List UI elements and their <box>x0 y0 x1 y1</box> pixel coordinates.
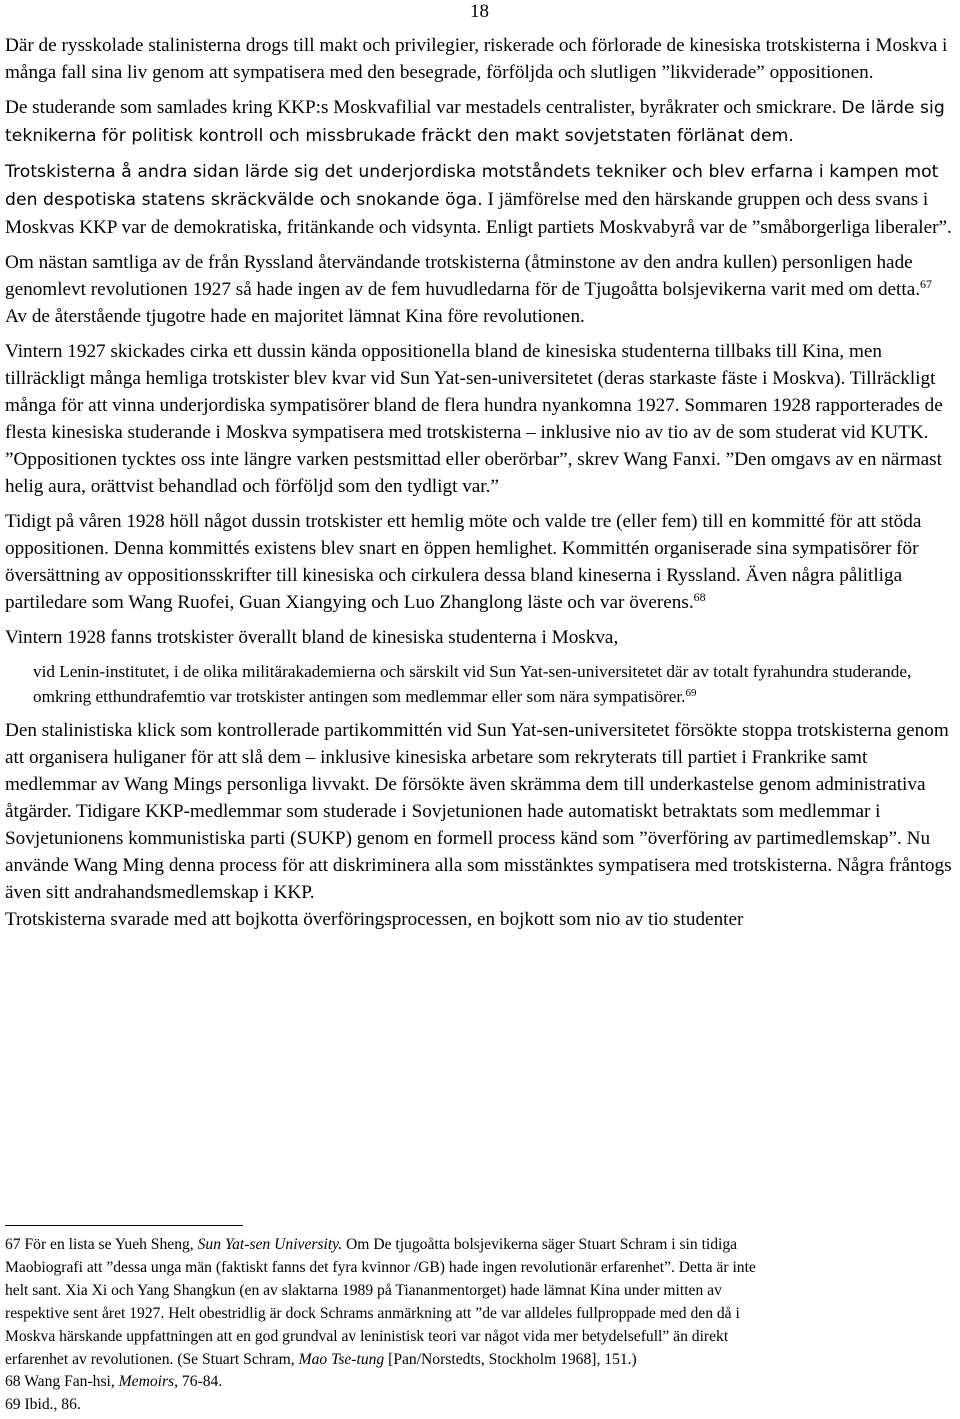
paragraph-4 <box>5 249 955 330</box>
paragraph-5-text-d: ”Oppositionen tycktes oss inte längre varken pestsmittad eller oberörbar”, skrev Wang Fanxi. ”Den omgavs av en närmast helig aura, orättvist behandlad och förföljd som den tydligt var.” <box>5 449 942 497</box>
footnote-67-line-1 <box>5 1234 960 1257</box>
paragraph-2 <box>5 94 955 150</box>
paragraph-4-text-b: Av de återstående tjugotre hade en majoritet lämnat Kina före revolutionen. <box>5 306 585 327</box>
footnote-67-line-6-text: erfarenhet av revolutionen. (Se Stuart Schram, <box>5 1350 299 1368</box>
footnote-separator <box>5 1225 243 1226</box>
footnote-68-text: 68 Wang Fan-hsi, <box>5 1373 119 1391</box>
footnote-ref-67: 67 <box>920 277 933 291</box>
paragraph-6-text-c: Även några pålitliga partiledare som Wang Ruofei, Guan Xiangying och Luo Zhanglong läste och var överens. <box>5 565 903 613</box>
footnote-67-line-4: respektive sent året 1927. Helt obestridlig är dock Schrams anmärkning att ”de var alldeles fullproppade med den då i <box>5 1304 740 1322</box>
page-number: 18 <box>470 1 489 22</box>
paragraph-8 <box>5 717 955 933</box>
footnote-67-line-6-post: [Pan/Norstedts, Stockholm 1968], 151.) <box>384 1350 637 1368</box>
paragraph-6-text-b: Denna kommittés existens blev snart en öppen hemlighet. Kommittén organiserade sina sympatisörer för översättning av oppositionsskrifter till kinesiska och cirkulera dessa bland kineserna i Ryssland. <box>5 538 919 586</box>
footnote-67-title: Sun Yat-sen University. <box>197 1236 343 1253</box>
paragraph-1-text: Där de rysskolade stalinisterna drogs till makt och privilegier, riskerade och förlorade de kinesiska trotskisterna i Moskva i många fall sina liv genom att sympatisera med den besegrade, förföljda och slutligen ”likviderade” oppositionen. <box>5 35 948 83</box>
paragraph-6 <box>5 508 955 616</box>
paragraph-7 <box>5 624 955 651</box>
footnote-68-title: Memoirs <box>118 1373 175 1391</box>
footnote-67-text: 67 För en lista se Yueh Sheng, <box>5 1236 198 1253</box>
block-quote-text: vid Lenin-institutet, i de olika militärakademierna och särskilt vid Sun Yat-sen-universitetet där av totalt fyrahundra studerande, omkring etthundrafemtio var trotskister antingen som medlemmar eller som nära sympatisörer. <box>33 662 912 706</box>
footnotes <box>5 1234 960 1417</box>
footnote-67-line-3: helt sant. Xia Xi och Yang Shangkun (en av slaktarna 1989 på Tiananmentorget) hade lämnat Kina under mitten av <box>5 1281 722 1299</box>
footnote-68-post: , 76-84. <box>174 1373 223 1391</box>
paragraph-3 <box>5 158 955 241</box>
footnote-ref-68: 68 <box>693 590 706 604</box>
paragraph-7-text: Vintern 1928 fanns trotskister överallt bland de kinesiska studenterna i Moskva, <box>5 627 619 648</box>
paragraph-3-text-b: I jämförelse med den härskande gruppen och dess svans i Moskvas KKP var de demokratiska, fritänkande och vidsynta. Enligt partiets Moskvabyrå var de ”småborgerliga liberaler”. <box>5 189 952 238</box>
footnote-67-text-post: Om De tjugoåtta bolsjevikerna säger Stuart Schram i sin tidiga <box>342 1236 738 1253</box>
paragraph-5-text-b: Tillräckligt många för att vinna underjordiska sympatisörer bland de flera hundra nyankomna 1927. <box>5 368 936 416</box>
paragraph-3-text-a: Trotskisterna å andra sidan lärde sig det underjordiska motståndets tekniker och blev erfarna i kampen mot den despotiska statens skräckvälde och snokande öga. <box>5 162 939 210</box>
paragraph-8-text-b: De försökte även skrämma dem till underkastelse genom administrativa åtgärder. Tidigare KKP-medlemmar som studerade i Sovjetunionen hade automatiskt betraktats som medlemmar i Sovjetunionens kommunistiska parti (SUKP) genom en formell process känd som ”överföring av partimedlemskap”. Nu använde Wang Ming denna process för att diskriminera alla som misstänktes sympatisera med trotskisterna. Några fråntogs även sitt andrahandsmedlemskap i KKP. <box>5 774 952 903</box>
paragraph-8-text-c: Trotskisterna svarade med att bojkotta överföringsprocessen, en bojkott som nio av tio studenter <box>5 909 744 930</box>
paragraph-5-text-c: Sommaren 1928 rapporterades de flesta kinesiska studerande i Moskva sympatisera med trotskisterna – inklusive nio av tio av de som studerat vid KUTK. <box>5 395 943 443</box>
footnote-67-line-6-title: Mao Tse-tung <box>298 1350 385 1368</box>
paragraph-8-text-a: Den stalinistiska klick som kontrollerade partikommittén vid Sun Yat-sen-universitetet försökte stoppa trotskisterna genom att organisera huliganer för att slå dem – inklusive kinesiska arbetare som rekryterats till partiet i Frankrike samt medlemmar av Wang Mings personliga livvakt. <box>5 720 949 795</box>
paragraph-2-text-a: De studerande som samlades kring KKP:s Moskvafilial var mestadels centralister, byråkrater och smickrare. <box>5 97 837 118</box>
footnote-67-line-6 <box>5 1349 960 1372</box>
footnote-68 <box>5 1371 960 1394</box>
paragraph-5-text-a: Vintern 1927 skickades cirka ett dussin kända oppositionella bland de kinesiska studenterna tillbaks till Kina, men tillräckligt många hemliga trotskister blev kvar vid Sun Yat-sen-universitetet (deras starkaste fäste i Moskva). <box>5 341 883 389</box>
footnote-69: 69 Ibid., 86. <box>5 1396 81 1414</box>
paragraph-1 <box>5 32 955 86</box>
paragraph-6-text-a: Tidigt på våren 1928 höll något dussin trotskister ett hemlig möte och valde tre (eller fem) till en kommitté för att stöda oppositionen. <box>5 511 922 559</box>
footnote-67-line-2: Maobiografi att ”dessa unga män (faktiskt fanns det fyra kvinnor /GB) hade ingen revolutionär erfarenhet”. Detta är inte <box>5 1258 756 1276</box>
footnote-67-line-5: Moskva härskande uppfattningen att en god grundval av leninistisk teori var något vida mer betydelsefull” än direkt <box>5 1327 729 1345</box>
footnote-ref-69: 69 <box>685 687 697 699</box>
paragraph-5 <box>5 338 955 500</box>
main-text <box>5 32 955 941</box>
block-quote <box>33 659 955 709</box>
paragraph-2-text-b: De lärde sig teknikerna för politisk kontroll och missbrukade fräckt den makt sovjetstaten förlänat dem. <box>5 98 945 146</box>
paragraph-4-text-a: Om nästan samtliga av de från Ryssland återvändande trotskisterna (åtminstone av den andra kullen) personligen hade genomlevt revolutionen 1927 så hade ingen av de fem huvudledarna för de Tjugoåtta bolsjevikerna varit med om detta. <box>5 252 921 300</box>
